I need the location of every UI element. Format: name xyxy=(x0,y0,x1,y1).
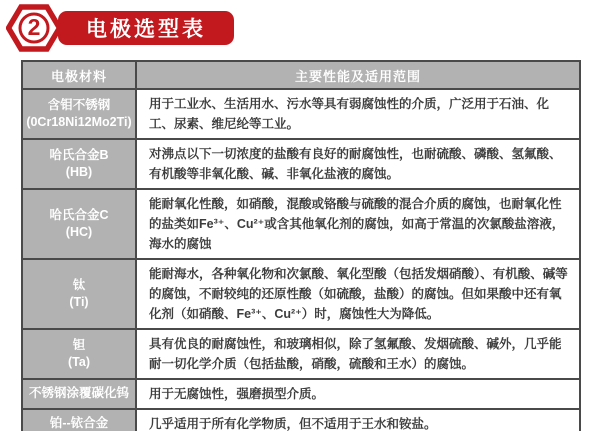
material-code: (HB) xyxy=(65,165,93,179)
material-description: 用于无腐蚀性，强磨损型介质。 xyxy=(136,379,580,409)
badge-number: 2 xyxy=(27,14,41,40)
page-header xyxy=(0,0,600,56)
material-description: 用于工业水、生活用水、污水等具有弱腐蚀性的介质，广泛用于石油、化工、尿素、维尼纶等工业。 xyxy=(136,89,580,139)
column-header-performance: 主要性能及适用范围 xyxy=(136,61,580,89)
material-name: 铂--铱合金 xyxy=(49,416,109,431)
table-row xyxy=(22,259,580,329)
material-name: 不锈钢涂覆碳化钨 xyxy=(28,386,129,401)
material-name: 钽 xyxy=(72,337,86,352)
material-description: 对沸点以下一切浓度的盐酸有良好的耐腐蚀性，也耐硫酸、磷酸、氢氟酸、有机酸等非氧化酸、碱、非氧化盐液的腐蚀。 xyxy=(136,139,580,189)
material-name: 含钼不锈钢 xyxy=(47,97,111,112)
material-description: 几乎适用于所有化学物质，但不适用于王水和铵盐。 xyxy=(136,409,580,431)
electrode-selection-table xyxy=(21,60,581,431)
section-number-badge xyxy=(6,4,62,52)
material-description: 能耐氧化性酸，如硝酸，混酸或铬酸与硫酸的混合介质的腐蚀，也耐氧化性的盐类如Fe³⁺、Cu²⁺或含其他氧化剂的腐蚀，如高于常温的次氯酸盐溶液，海水的腐蚀 xyxy=(136,189,580,259)
column-header-material: 电极材料 xyxy=(22,61,136,89)
header-row xyxy=(22,61,580,89)
table-row xyxy=(22,379,580,409)
material-name: 钛 xyxy=(72,277,86,292)
table-header xyxy=(22,61,580,89)
table-row xyxy=(22,329,580,379)
table-body xyxy=(22,89,580,431)
material-code: (0Cr18Ni12Mo2Ti) xyxy=(26,115,132,129)
page-title: 电极选型表 xyxy=(58,11,234,45)
material-code: (Ti) xyxy=(69,295,89,309)
material-description: 能耐海水，各种氧化物和次氯酸、氧化型酸（包括发烟硝酸）、有机酸、碱等的腐蚀，不耐较纯的还原性酸（如硫酸，盐酸）的腐蚀。但如果酸中还有氧化剂（如硝酸、Fe³⁺、Cu²⁺）时，腐蚀性大为降低。 xyxy=(136,259,580,329)
material-code: (HC) xyxy=(65,225,93,239)
table-row xyxy=(22,89,580,139)
table-row xyxy=(22,189,580,259)
material-name: 哈氏合金B xyxy=(49,147,109,162)
table-row xyxy=(22,409,580,431)
material-code: (Ta) xyxy=(68,355,90,369)
table-row xyxy=(22,139,580,189)
material-name: 哈氏合金C xyxy=(49,207,109,222)
material-description: 具有优良的耐腐蚀性，和玻璃相似，除了氢氟酸、发烟硫酸、碱外，几乎能耐一切化学介质（包括盐酸，硝酸，硫酸和王水）的腐蚀。 xyxy=(136,329,580,379)
